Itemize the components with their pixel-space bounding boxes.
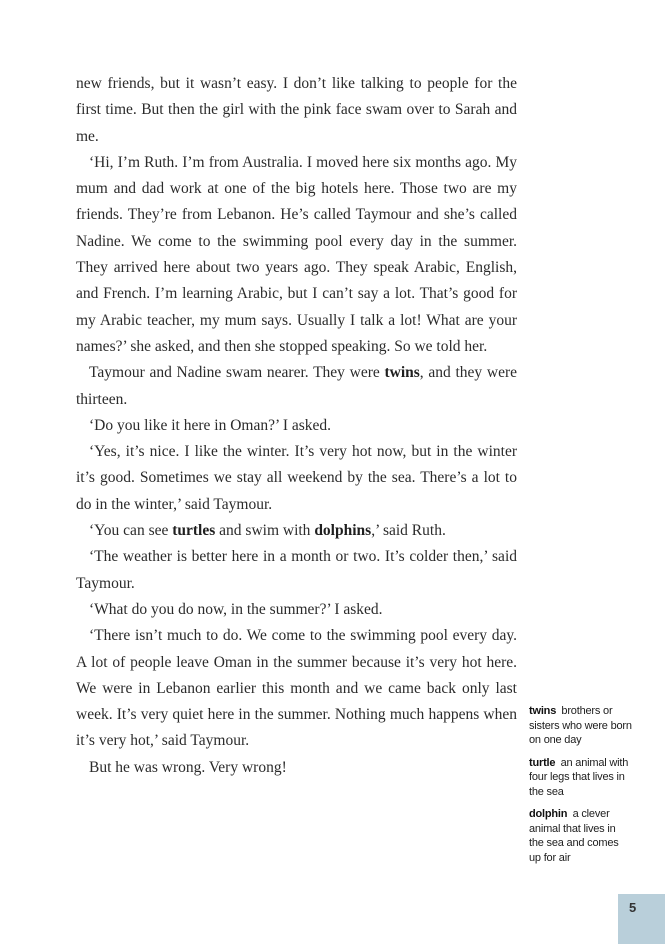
page-number: 5	[629, 900, 637, 915]
glossary-term-reference: dolphins	[314, 522, 372, 540]
glossary-term-reference: twins	[384, 364, 420, 382]
page-number-box	[618, 894, 665, 944]
paragraph	[76, 71, 517, 150]
paragraph-text: Taymour and Nadine swam nearer. They were	[89, 364, 385, 382]
glossary-entry	[529, 807, 633, 865]
paragraph-text: , and they were thirteen.	[76, 364, 517, 408]
glossary-term: dolphin	[529, 808, 568, 820]
paragraph	[76, 413, 517, 439]
paragraph	[76, 360, 517, 413]
story-text	[76, 71, 517, 781]
paragraph-text: ‘What do you do now, in the summer?’ I asked.	[89, 600, 383, 618]
paragraph	[76, 544, 517, 597]
glossary-term-reference: turtles	[172, 522, 216, 540]
paragraph-text: new friends, but it wasn’t easy. I don’t like talking to people for the first time. But then the girl with the pink face swam over to Sarah and me.	[76, 75, 517, 145]
paragraph-text: ‘Hi, I’m Ruth. I’m from Australia. I moved here six months ago. My mum and dad work at one of the big hotels here. Those two are my friends. They’re from Lebanon. He’s called Taymour and she’s called Nadine. We come to the swimming pool every day in the summer. They arrived here about two years ago. They speak Arabic, English, and French. I’m learning Arabic, but I can’t say a lot. That’s good for my Arabic teacher, my mum says. Usually I talk a lot! What are your names?’ she asked, and then she stopped speaking. So we told her.	[76, 153, 517, 355]
glossary-entry	[529, 704, 633, 748]
glossary-term: twins	[529, 705, 557, 717]
paragraph-text: ‘Do you like it here in Oman?’ I asked.	[89, 416, 332, 434]
paragraph-text: ‘The weather is better here in a month or two. It’s colder then,’ said Taymour.	[76, 548, 517, 592]
paragraph	[76, 623, 517, 754]
paragraph	[76, 597, 517, 623]
paragraph-text: ,’ said Ruth.	[371, 522, 446, 540]
glossary-definition: an animal with four legs that lives in the sea	[529, 756, 629, 798]
glossary-definition: a clever animal that lives in the sea and comes up for air	[529, 808, 619, 864]
paragraph-text: ‘Yes, it’s nice. I like the winter. It’s very hot now, but in the winter it’s good. Sometimes we stay all weekend by the sea. There’s a lot to do in the winter,’ said Taymour.	[76, 443, 517, 513]
glossary-term: turtle	[529, 756, 556, 769]
paragraph-text: But he was wrong. Very wrong!	[89, 758, 287, 776]
paragraph	[76, 755, 517, 781]
glossary	[529, 704, 633, 873]
glossary-entry	[529, 756, 633, 800]
paragraph	[76, 150, 517, 360]
paragraph	[76, 518, 517, 544]
paragraph	[76, 439, 517, 518]
glossary-definition: brothers or sisters who were born on one day	[529, 705, 632, 746]
paragraph-text: ‘There isn’t much to do. We come to the swimming pool every day. A lot of people leave Oman in the summer because it’s very hot here. We were in Lebanon earlier this month and we came back only last week. It’s very quiet here in the summer. Nothing much happens when it’s very hot,’ said Taymour.	[76, 627, 517, 750]
paragraph-text: and swim with	[215, 522, 315, 540]
paragraph-text: ‘You can see	[89, 522, 173, 540]
